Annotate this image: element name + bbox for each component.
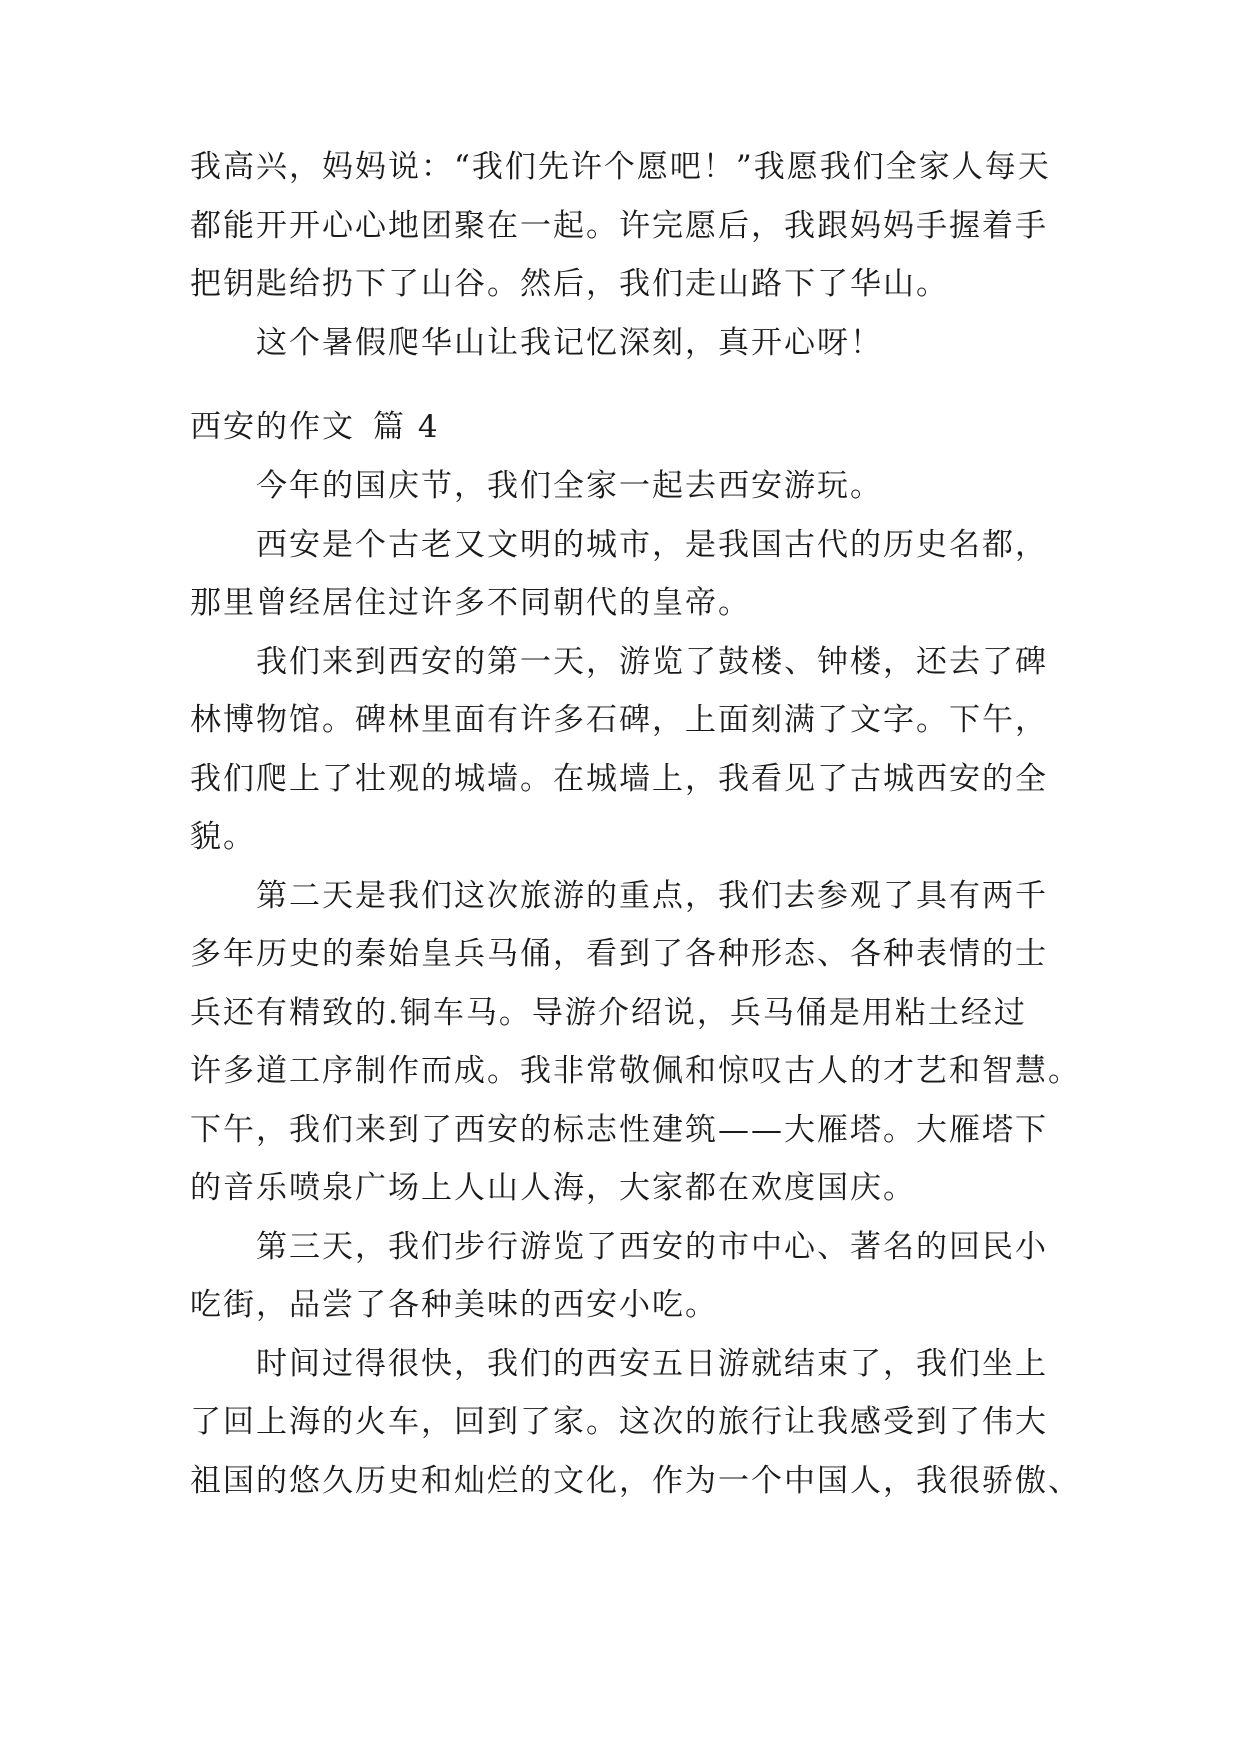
text-line: 第二天是我们这次旅游的重点，我们去参观了具有两千 [256,877,1048,914]
text-line: 我们爬上了壮观的城墙。在城墙上，我看见了古城西安的全 [190,760,1048,797]
section-body [190,457,1081,1510]
text-line: 我们来到西安的第一天，游览了鼓楼、钟楼，还去了碑 [256,643,1048,680]
text-line: 吃街，品尝了各种美味的西安小吃。 [190,1287,718,1323]
text-line: 下午，我们来到了西安的标志性建筑——大雁塔。大雁塔下 [190,1111,1048,1148]
text-line: 了回上海的火车，回到了家。这次的旅行让我感受到了伟大 [190,1404,1048,1440]
text-line: 时间过得很快，我们的西安五日游就结束了，我们坐上 [256,1345,1048,1382]
text-line: 我高兴，妈妈说：“我们先许个愿吧！”我愿我们全家人每天 [190,149,1051,185]
section-piece-number: 篇 4 [373,409,440,445]
text-line: 西安是个古老又文明的城市，是我国古代的历史名都， [256,526,1048,563]
text-line: 多年历史的秦始皇兵马俑，看到了各种形态、各种表情的士 [190,936,1048,972]
text-line: 那里曾经居住过许多不同朝代的皇帝。 [190,585,751,621]
text-line: 兵还有精致的.铜车马。导游介绍说，兵马俑是用粘土经过 [190,994,1027,1031]
text-line: 把钥匙给扔下了山谷。然后，我们走山路下了华山。 [190,266,949,302]
text-line: 貌。 [190,819,256,855]
continuation-text [190,138,1060,372]
text-line: 这个暑假爬华山让我记忆深刻，真开心呀！ [256,324,883,361]
text-line: 许多道工序制作而成。我非常敬佩和惊叹古人的才艺和智慧。 [190,1053,1081,1089]
section-title-line [190,398,1060,457]
text-line: 林博物馆。碑林里面有许多石碑，上面刻满了文字。下午， [190,702,1048,738]
text-line: 第三天，我们步行游览了西安的市中心、著名的回民小 [256,1228,1048,1265]
text-line: 的音乐喷泉广场上人山人海，大家都在欢度国庆。 [190,1170,916,1206]
section-heading [190,398,1060,457]
text-line: 都能开开心心地团聚在一起。许完愿后，我跟妈妈手握着手 [190,207,1048,244]
section-title: 西安的作文 [190,409,355,445]
text-line: 今年的国庆节，我们全家一起去西安游玩。 [256,468,883,504]
text-line: 祖国的悠久历史和灿烂的文化，作为一个中国人，我很骄傲、 [190,1462,1081,1499]
